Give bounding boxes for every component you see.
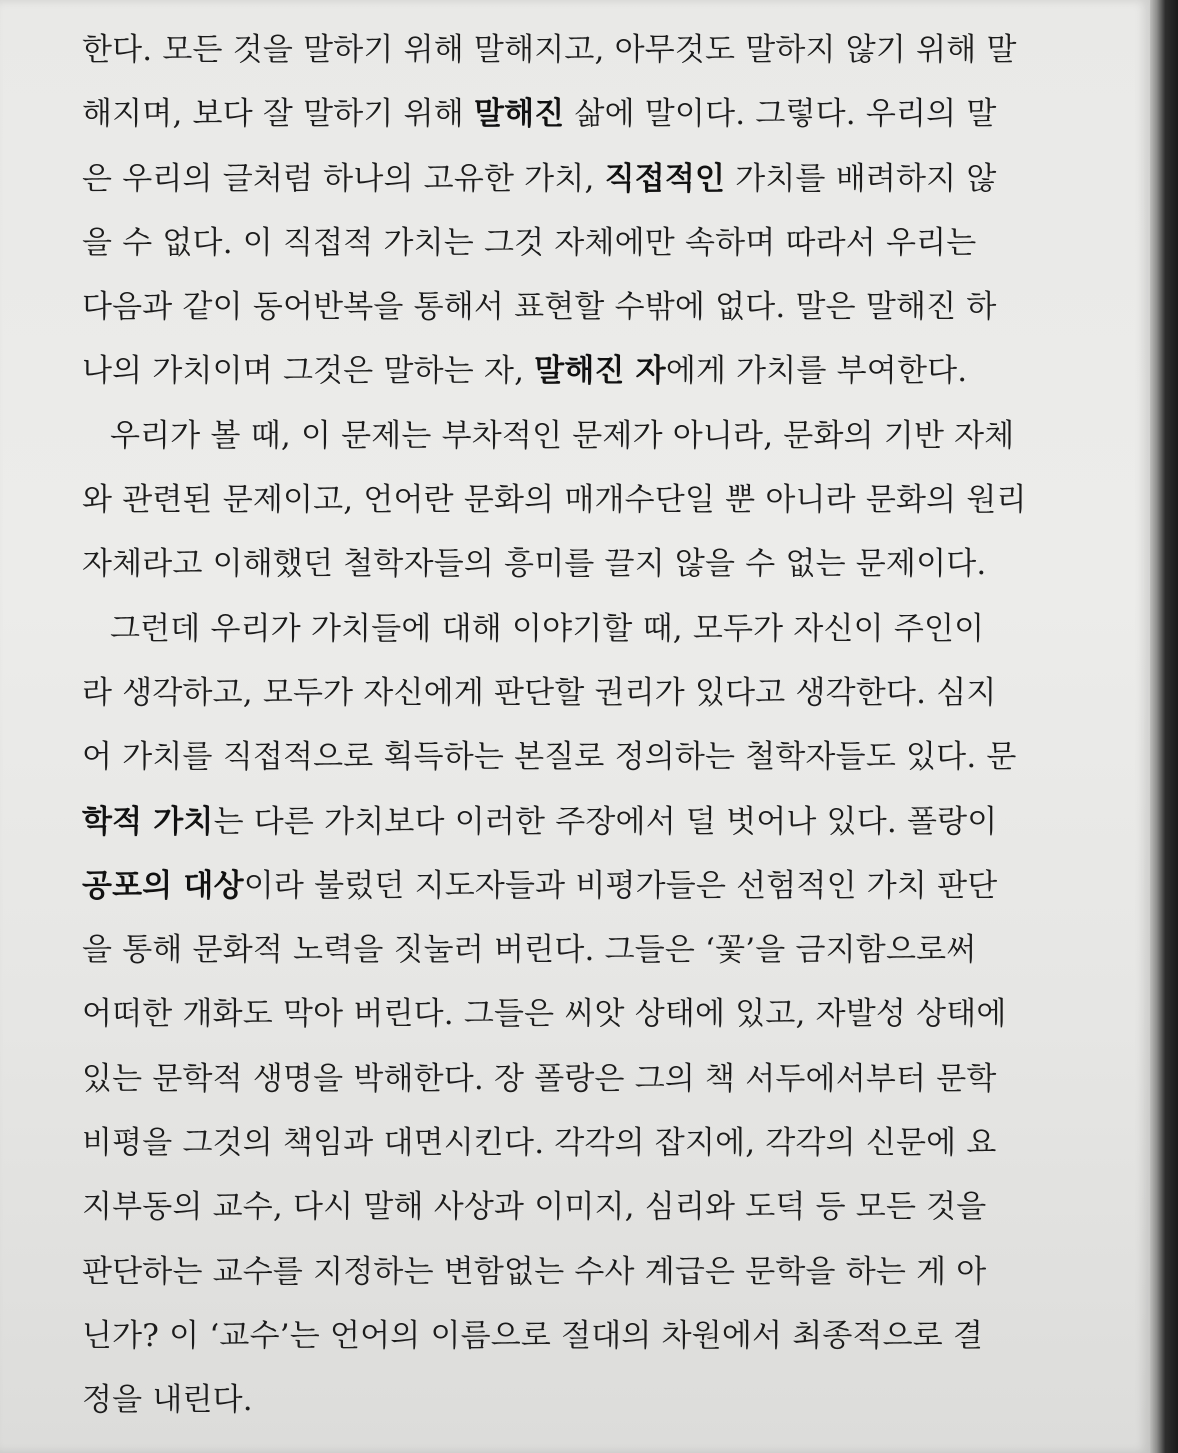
text-line <box>82 468 1062 532</box>
text-line <box>82 1047 1062 1111</box>
text-line <box>82 532 1062 596</box>
text-line <box>82 339 1062 403</box>
text-line <box>82 1368 1062 1432</box>
text-segment: 어 가치를 직접적으로 획득하는 본질로 정의하는 철학자들도 있다. 문 <box>82 739 1017 776</box>
text-line <box>82 275 1062 339</box>
text-line <box>82 1175 1062 1239</box>
text-line <box>82 982 1062 1046</box>
text-segment: 정을 내린다. <box>82 1382 253 1419</box>
text-line <box>82 1240 1062 1304</box>
text-segment: 와 관련된 문제이고, 언어란 문화의 매개수단일 뿐 아니라 문화의 원리 <box>82 482 1027 519</box>
text-segment: 우리가 볼 때, 이 문제는 부차적인 문제가 아니라, 문화의 기반 자체 <box>110 417 1015 454</box>
text-segment: 은 우리의 글처럼 하나의 고유한 가치, <box>82 160 605 197</box>
text-segment: 이라 불렀던 지도자들과 비평가들은 선험적인 가치 판단 <box>243 867 998 904</box>
text-segment: 삶에 말이다. 그렇다. 우리의 말 <box>564 96 997 133</box>
text-segment: 을 수 없다. 이 직접적 가치는 그것 자체에만 속하며 따라서 우리는 <box>82 224 977 261</box>
text-line <box>82 790 1062 854</box>
page-body-text <box>82 18 1062 1433</box>
text-segment: 닌가? 이 ‘교수’는 언어의 이름으로 절대의 차원에서 최종적으로 결 <box>82 1317 984 1354</box>
text-segment: 있는 문학적 생명을 박해한다. 장 폴랑은 그의 책 서두에서부터 문학 <box>82 1060 997 1097</box>
text-line <box>82 918 1062 982</box>
text-segment: 판단하는 교수를 지정하는 변함없는 수사 계급은 문학을 하는 게 아 <box>82 1253 987 1290</box>
text-segment: 그런데 우리가 가치들에 대해 이야기할 때, 모두가 자신이 주인이 <box>110 610 985 647</box>
text-line <box>82 854 1062 918</box>
bold-text-segment: 말해진 <box>473 96 565 133</box>
text-segment: 나의 가치이며 그것은 말하는 자, <box>82 353 535 390</box>
text-segment: 비평을 그것의 책임과 대면시킨다. 각각의 잡지에, 각각의 신문에 요 <box>82 1125 997 1162</box>
bold-text-segment: 말해진 자 <box>534 353 666 390</box>
text-segment: 다음과 같이 동어반복을 통해서 표현할 수밖에 없다. 말은 말해진 하 <box>82 289 997 326</box>
text-segment: 어떠한 개화도 막아 버린다. 그들은 씨앗 상태에 있고, 자발성 상태에 <box>82 996 1007 1033</box>
text-line <box>82 661 1062 725</box>
text-line <box>82 725 1062 789</box>
text-line <box>82 82 1062 146</box>
book-spine-edge <box>1150 0 1178 1453</box>
text-segment: 는 다른 가치보다 이러한 주장에서 덜 벗어나 있다. 폴랑이 <box>213 803 998 840</box>
text-line <box>82 18 1062 82</box>
text-line <box>82 147 1062 211</box>
text-segment: 해지며, 보다 잘 말하기 위해 <box>82 96 474 133</box>
text-segment: 자체라고 이해했던 철학자들의 흥미를 끌지 않을 수 없는 문제이다. <box>82 546 987 583</box>
text-line <box>82 1304 1062 1368</box>
text-segment: 지부동의 교수, 다시 말해 사상과 이미지, 심리와 도덕 등 모든 것을 <box>82 1189 987 1226</box>
bold-text-segment: 직접적인 <box>604 160 726 197</box>
text-line <box>82 1111 1062 1175</box>
text-line <box>82 597 1062 661</box>
bold-text-segment: 공포의 대상 <box>82 867 244 904</box>
text-segment: 한다. 모든 것을 말하기 위해 말해지고, 아무것도 말하지 않기 위해 말 <box>82 32 1017 68</box>
text-line <box>82 404 1062 468</box>
text-segment: 라 생각하고, 모두가 자신에게 판단할 권리가 있다고 생각한다. 심지 <box>82 674 997 711</box>
bold-text-segment: 학적 가치 <box>82 803 214 840</box>
text-segment: 가치를 배려하지 않 <box>725 160 997 197</box>
text-line <box>82 211 1062 275</box>
text-segment: 에게 가치를 부여한다. <box>665 353 968 390</box>
text-segment: 을 통해 문화적 노력을 짓눌러 버린다. 그들은 ‘꽃’을 금지함으로써 <box>82 932 977 969</box>
